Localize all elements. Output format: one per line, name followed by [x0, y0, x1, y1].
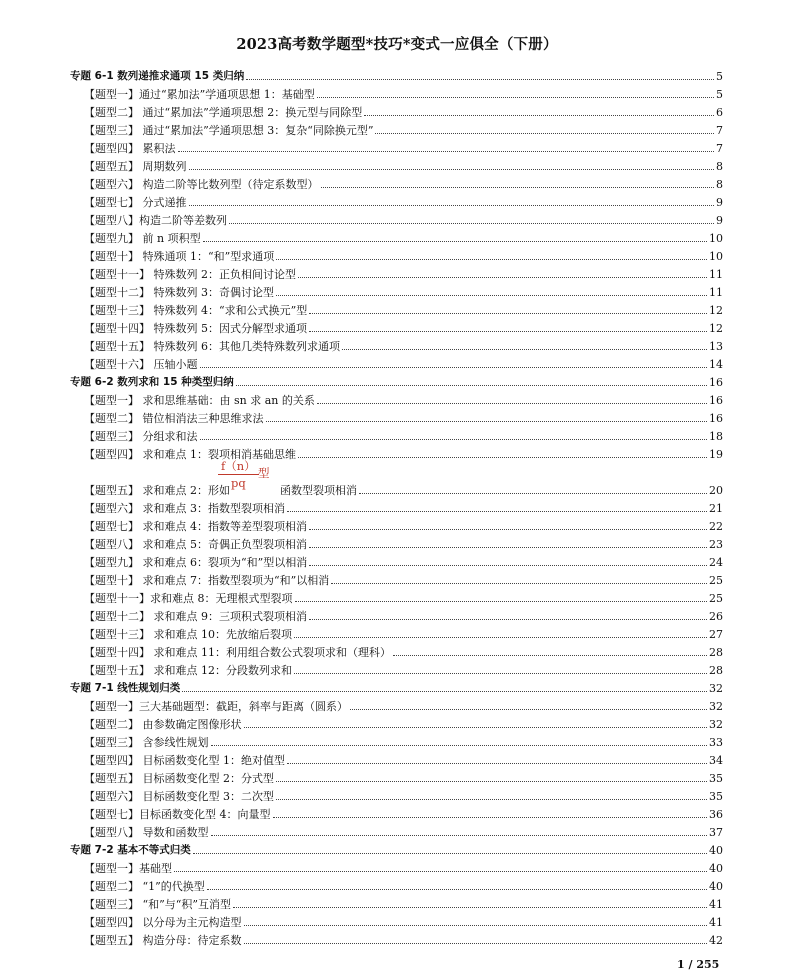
toc-entry-label: 【题型三】 含参线性规划	[84, 736, 209, 749]
toc-entry-label: 【题型一】三大基础题型：截距，斜率与距离（圆系）	[84, 700, 348, 713]
toc-entry[interactable]	[70, 929, 723, 947]
toc-entry[interactable]	[70, 119, 723, 137]
toc-entry[interactable]	[70, 299, 723, 317]
toc-entry-page: 22	[709, 520, 723, 533]
toc-entry-page: 40	[709, 862, 723, 875]
toc-entry[interactable]	[70, 245, 723, 263]
toc-entry-label: 【题型十六】 压轴小题	[84, 358, 198, 371]
leader-dots	[294, 673, 707, 674]
toc-entry[interactable]	[70, 227, 723, 245]
leader-dots	[211, 835, 708, 836]
toc-entry-label: 【题型一】通过“累加法”学通项思想 1：基础型	[84, 88, 315, 101]
toc-entry-page: 28	[709, 664, 723, 677]
toc-entry-label: 【题型十四】 特殊数列 5：因式分解型求通项	[84, 322, 307, 335]
toc-entry[interactable]	[70, 443, 723, 461]
leader-dots	[203, 241, 707, 242]
toc-entry-label: 【题型八】 求和难点 5：奇偶正负型裂项相消	[84, 538, 307, 551]
leader-dots	[189, 205, 715, 206]
toc-entry-label: 【题型二】 错位相消法三种思维求法	[84, 412, 264, 425]
toc-entry-label: 【题型四】 以分母为主元构造型	[84, 916, 242, 929]
leader-dots	[309, 619, 707, 620]
leader-dots	[309, 313, 707, 314]
toc-entry-label: 【题型五】 构造分母：待定系数	[84, 934, 242, 947]
toc-entry-page: 9	[716, 196, 723, 209]
toc-entry-page: 11	[709, 286, 723, 299]
leader-dots	[276, 295, 707, 296]
fraction-suffix: 型	[258, 466, 270, 480]
toc-entry-page: 25	[709, 574, 723, 587]
toc-entry[interactable]	[70, 857, 723, 875]
toc-entry-page: 42	[709, 934, 723, 947]
toc-entry-label: 【题型十三】 特殊数列 4：“求和公式换元”型	[84, 304, 308, 317]
toc-entry-label: 【题型六】 构造二阶等比数列型（待定系数型）	[84, 178, 319, 191]
toc-entry-label: 【题型十五】 求和难点 12：分段数列求和	[84, 664, 292, 677]
toc-entry-page: 16	[709, 394, 723, 407]
toc-entry[interactable]	[70, 551, 723, 569]
toc-entry-label: 【题型五】 周期数列	[84, 160, 187, 173]
toc-entry-label: 【题型一】基础型	[84, 862, 172, 875]
leader-dots	[244, 925, 708, 926]
toc-entry-page: 26	[709, 610, 723, 623]
toc-entry-page: 35	[709, 790, 723, 803]
page-number: 1 / 255	[677, 958, 720, 971]
leader-dots	[375, 133, 714, 134]
toc-entry[interactable]	[70, 317, 723, 335]
toc-section-label: 专题 6-2 数列求和 15 种类型归纳	[70, 376, 234, 388]
leader-dots	[207, 889, 707, 890]
toc-entry-page: 32	[709, 700, 723, 713]
toc-entry-page: 7	[716, 142, 723, 155]
leader-dots	[174, 871, 707, 872]
toc-entry-label: 【题型十五】 特殊数列 6：其他几类特殊数列求通项	[84, 340, 340, 353]
toc-entry-label: 【题型十三】 求和难点 10：先放缩后裂项	[84, 628, 292, 641]
leader-dots	[342, 349, 707, 350]
leader-dots	[350, 709, 707, 710]
leader-dots	[331, 583, 707, 584]
leader-dots	[193, 853, 707, 854]
toc-entry-page: 23	[709, 538, 723, 551]
leader-dots	[246, 79, 714, 80]
leader-dots	[309, 547, 707, 548]
toc-entry-page: 20	[709, 484, 723, 497]
table-of-contents	[70, 65, 723, 947]
leader-dots	[295, 601, 708, 602]
toc-entry-page: 28	[709, 646, 723, 659]
toc-entry-label: 【题型二】 “1”的代换型	[84, 880, 205, 893]
toc-section[interactable]	[70, 839, 723, 857]
toc-section-label: 专题 7-2 基本不等式归类	[70, 844, 191, 856]
toc-entry-label: 【题型三】 “和”与“积”互消型	[84, 898, 231, 911]
toc-entry[interactable]	[70, 893, 723, 911]
leader-dots	[287, 511, 707, 512]
leader-dots	[276, 781, 707, 782]
leader-dots	[200, 367, 708, 368]
toc-entry[interactable]	[70, 641, 723, 659]
toc-entry-page: 11	[709, 268, 723, 281]
toc-entry[interactable]	[70, 515, 723, 533]
toc-entry-label: 【题型八】 导数和函数型	[84, 826, 209, 839]
fraction-denominator: pq	[230, 476, 246, 490]
toc-entry-label: 【题型四】 目标函数变化型 1：绝对值型	[84, 754, 285, 767]
leader-dots	[309, 565, 707, 566]
leader-dots	[211, 745, 708, 746]
leader-dots	[309, 529, 707, 530]
toc-entry-page: 24	[709, 556, 723, 569]
toc-entry-page: 8	[716, 178, 723, 191]
toc-entry-page: 16	[709, 412, 723, 425]
toc-entry-page: 18	[709, 430, 723, 443]
toc-entry-label: 【题型一】 求和思维基础：由 sn 求 an 的关系	[84, 394, 315, 407]
toc-entry[interactable]	[70, 209, 723, 227]
toc-entry-label: 【题型六】 目标函数变化型 3：二次型	[84, 790, 274, 803]
toc-entry[interactable]	[70, 425, 723, 443]
toc-entry-label: 【题型六】 求和难点 3：指数型裂项相消	[84, 502, 285, 515]
leader-dots	[189, 169, 715, 170]
leader-dots	[364, 115, 714, 116]
toc-entry[interactable]	[70, 263, 723, 281]
toc-entry[interactable]	[70, 137, 723, 155]
toc-entry-page: 41	[709, 898, 723, 911]
toc-entry-page: 34	[709, 754, 723, 767]
toc-entry[interactable]	[70, 335, 723, 353]
toc-entry-page: 35	[709, 772, 723, 785]
leader-dots	[298, 277, 707, 278]
toc-entry[interactable]	[70, 695, 723, 713]
toc-entry[interactable]	[70, 281, 723, 299]
leader-dots	[276, 259, 707, 260]
leader-dots	[359, 493, 707, 494]
toc-entry[interactable]	[70, 821, 723, 839]
toc-entry-label: 【题型九】 求和难点 6：裂项为“和”型以相消	[84, 556, 308, 569]
toc-section-label: 专题 6-1 数列递推求通项 15 类归纳	[70, 70, 245, 82]
toc-entry[interactable]	[70, 623, 723, 641]
leader-dots	[287, 763, 707, 764]
leader-dots	[236, 385, 707, 386]
toc-section-label: 专题 7-1 线性规划归类	[70, 682, 181, 694]
toc-entry-label: 【题型五】 目标函数变化型 2：分式型	[84, 772, 274, 785]
leader-dots	[321, 187, 715, 188]
toc-entry-label: 【题型三】 分组求和法	[84, 430, 198, 443]
toc-entry-page: 36	[709, 808, 723, 821]
toc-entry[interactable]	[70, 155, 723, 173]
toc-entry-page: 32	[709, 682, 723, 695]
leader-dots	[182, 691, 707, 692]
fraction-numerator: f（n）	[218, 459, 259, 475]
toc-entry-label: 【题型三】 通过“累加法”学通项思想 3：复杂“同除换元型”	[84, 124, 374, 137]
toc-entry[interactable]	[70, 713, 723, 731]
toc-entry-page: 40	[709, 844, 723, 857]
toc-entry-page: 21	[709, 502, 723, 515]
leader-dots	[294, 637, 707, 638]
toc-entry-page: 5	[716, 70, 723, 83]
toc-entry-page: 19	[709, 448, 723, 461]
toc-entry-label: 【题型十】 求和难点 7：指数型裂项为“和”以相消	[84, 574, 330, 587]
leader-dots	[273, 817, 708, 818]
toc-entry[interactable]	[70, 407, 723, 425]
leader-dots	[229, 223, 714, 224]
toc-entry[interactable]	[70, 587, 723, 605]
toc-entry[interactable]	[70, 659, 723, 677]
toc-entry-page: 40	[709, 880, 723, 893]
toc-entry[interactable]	[70, 803, 723, 821]
leader-dots	[244, 943, 708, 944]
toc-entry-page: 12	[709, 322, 723, 335]
leader-dots	[233, 907, 707, 908]
toc-entry-label: 【题型九】 前 n 项积型	[84, 232, 201, 245]
toc-entry-label-cont: 函数型裂项相消	[280, 484, 357, 497]
page-title: 2023高考数学题型*技巧*变式一应俱全（下册）	[236, 36, 558, 53]
leader-dots	[393, 655, 707, 656]
leader-dots	[266, 421, 708, 422]
toc-section[interactable]	[70, 677, 723, 695]
toc-entry[interactable]	[70, 497, 723, 515]
toc-entry-page: 41	[709, 916, 723, 929]
toc-entry[interactable]	[70, 533, 723, 551]
leader-dots	[317, 403, 707, 404]
toc-entry-page: 7	[716, 124, 723, 137]
toc-entry-page: 33	[709, 736, 723, 749]
toc-entry[interactable]	[70, 911, 723, 929]
toc-section[interactable]	[70, 65, 723, 83]
toc-entry-page: 8	[716, 160, 723, 173]
toc-entry-page: 12	[709, 304, 723, 317]
toc-entry[interactable]	[70, 749, 723, 767]
leader-dots	[309, 331, 707, 332]
leader-dots	[200, 439, 708, 440]
toc-entry[interactable]	[70, 569, 723, 587]
toc-entry-label: 【题型二】 由参数确定图像形状	[84, 718, 242, 731]
toc-entry-page: 14	[709, 358, 723, 371]
toc-entry-label: 【题型二】 通过“累加法”学通项思想 2：换元型与同除型	[84, 106, 363, 119]
toc-entry[interactable]	[70, 389, 723, 407]
toc-entry-page: 9	[716, 214, 723, 227]
toc-entry-page: 37	[709, 826, 723, 839]
toc-entry-page: 13	[709, 340, 723, 353]
leader-dots	[244, 727, 708, 728]
toc-entry-page: 25	[709, 592, 723, 605]
leader-dots	[317, 97, 714, 98]
toc-entry[interactable]	[70, 731, 723, 749]
toc-entry[interactable]	[70, 191, 723, 209]
toc-entry-formula[interactable]	[70, 461, 723, 497]
toc-entry-page: 10	[709, 250, 723, 263]
toc-entry-page: 27	[709, 628, 723, 641]
toc-entry-label: 【题型八】构造二阶等差数列	[84, 214, 227, 227]
toc-entry-label: 【题型十二】 特殊数列 3：奇偶讨论型	[84, 286, 274, 299]
toc-entry[interactable]	[70, 83, 723, 101]
toc-entry-label: 【题型十二】 求和难点 9：三项积式裂项相消	[84, 610, 307, 623]
toc-entry[interactable]	[70, 785, 723, 803]
toc-entry[interactable]	[70, 173, 723, 191]
leader-dots	[178, 151, 715, 152]
toc-entry[interactable]	[70, 353, 723, 371]
toc-entry-label: 【题型十一】 特殊数列 2：正负相间讨论型	[84, 268, 296, 281]
toc-entry-label: 【题型四】 累积法	[84, 142, 176, 155]
toc-entry-label: 【题型四】 求和难点 1：裂项相消基础思维	[84, 448, 296, 461]
toc-entry-label: 【题型十四】 求和难点 11：利用组合数公式裂项求和（理科）	[84, 646, 391, 659]
leader-dots	[298, 457, 707, 458]
toc-entry[interactable]	[70, 767, 723, 785]
toc-section[interactable]	[70, 371, 723, 389]
toc-entry-label: 【题型七】 分式递推	[84, 196, 187, 209]
toc-entry-label: 【题型七】 求和难点 4：指数等差型裂项相消	[84, 520, 307, 533]
toc-entry[interactable]	[70, 605, 723, 623]
toc-entry-page: 16	[709, 376, 723, 389]
toc-entry-page: 5	[716, 88, 723, 101]
toc-entry-label: 【题型七】目标函数变化型 4：向量型	[84, 808, 271, 821]
toc-entry-label: 【题型十一】求和难点 8：无理根式型裂项	[84, 592, 293, 605]
toc-entry-label: 【题型五】 求和难点 2：形如	[84, 484, 230, 497]
toc-entry[interactable]	[70, 101, 723, 119]
toc-entry-page: 10	[709, 232, 723, 245]
leader-dots	[276, 799, 707, 800]
toc-entry[interactable]	[70, 875, 723, 893]
toc-entry-page: 6	[716, 106, 723, 119]
toc-entry-label: 【题型十】 特殊通项 1：“和”型求通项	[84, 250, 275, 263]
toc-entry-page: 32	[709, 718, 723, 731]
